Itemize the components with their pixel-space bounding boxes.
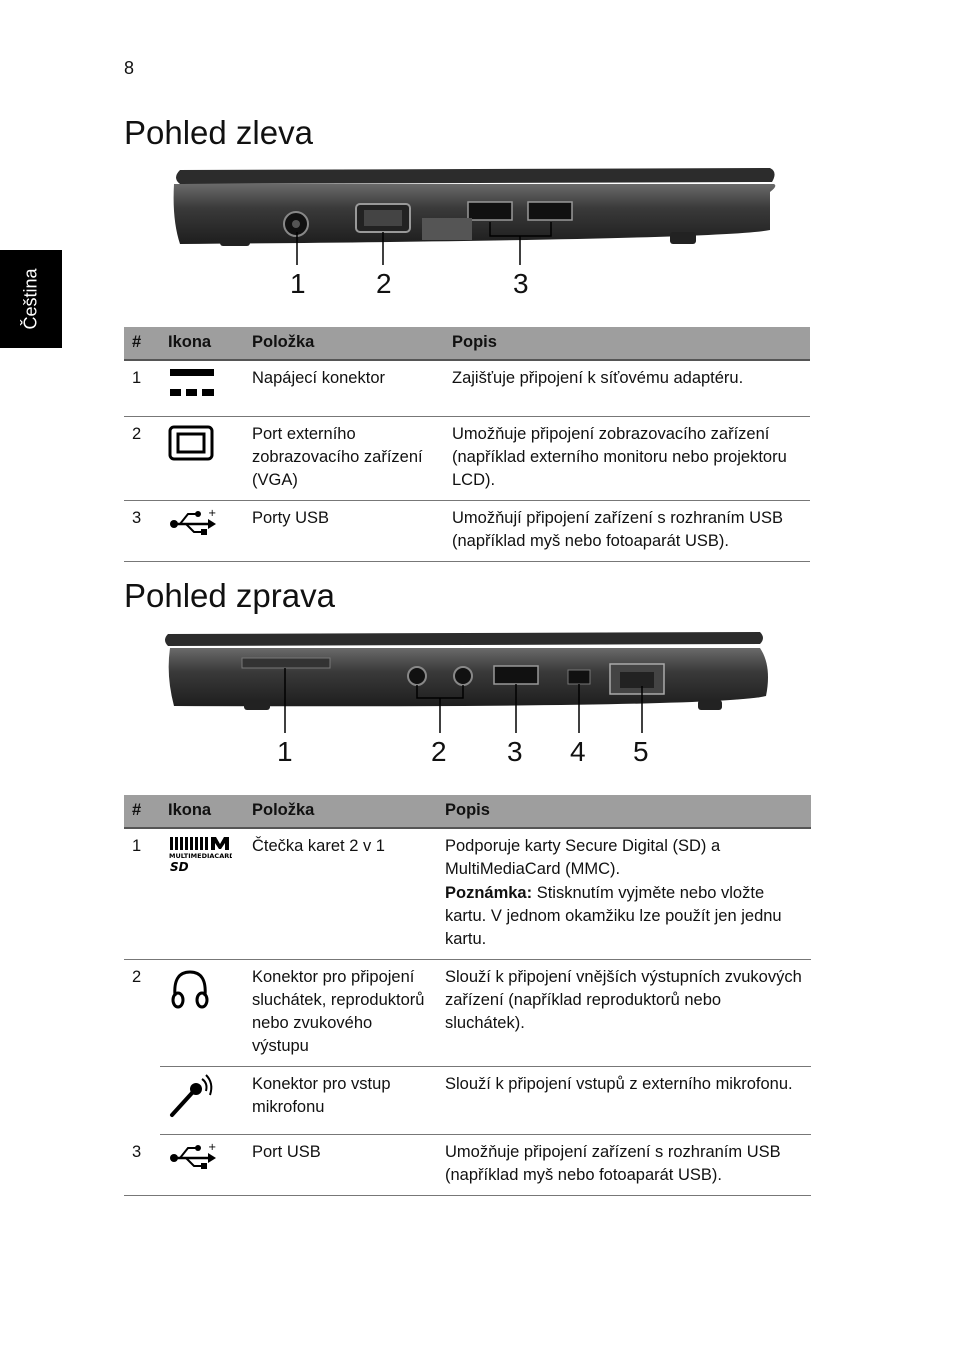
row-num	[124, 1067, 160, 1135]
svg-text:+: +	[208, 1142, 217, 1153]
row-item: Konektor pro připojení sluchátek, reproduktorů nebo zvukového výstupu	[244, 960, 437, 1067]
header-item: Položka	[244, 327, 444, 360]
row-desc: Umožňuje připojení zařízení s rozhraním USB (například myš nebo fotoaparát USB).	[437, 1135, 811, 1196]
header-item: Položka	[244, 795, 437, 828]
svg-text:+: +	[208, 508, 217, 519]
row-num: 2	[132, 968, 142, 986]
right-view-title: Pohled zprava	[124, 577, 335, 614]
row-note	[445, 882, 805, 951]
left-view-title: Pohled zleva	[124, 114, 313, 151]
headphones-icon	[168, 966, 216, 1014]
laptop-left-side-illustration	[160, 160, 790, 310]
row-desc: Umožňují připojení zařízení s rozhraním USB (například myš nebo fotoaparát USB).	[444, 501, 810, 562]
right-view-table	[124, 795, 811, 1196]
note-text: Stisknutím vyjměte nebo vložte kartu. V jednom okamžiku lze použít jen jednu kartu.	[445, 884, 782, 948]
row-desc: Umožňuje připojení zobrazovacího zařízení (například externího monitoru nebo projektoru LCD).	[444, 417, 810, 501]
language-tab-label: Čeština	[20, 268, 41, 330]
row-item: Porty USB	[244, 501, 444, 562]
laptop-right-side-illustration	[160, 626, 780, 776]
row-item: Čtečka karet 2 v 1	[244, 828, 437, 960]
row-num: 1	[124, 828, 160, 960]
row-item: Port USB	[244, 1135, 437, 1196]
note-label: Poznámka:	[445, 884, 533, 902]
row-item: Port externího zobrazovacího zařízení (VGA)	[244, 417, 444, 501]
callout-3: 3	[507, 736, 523, 767]
header-icon: Ikona	[160, 327, 244, 360]
callout-5: 5	[633, 736, 649, 767]
vga-port-icon	[168, 423, 216, 463]
table-row	[124, 960, 811, 1067]
header-desc: Popis	[444, 327, 810, 360]
row-num: 3	[124, 501, 160, 562]
power-connector-icon	[168, 367, 216, 401]
language-tab	[0, 250, 62, 348]
callout-3: 3	[513, 268, 529, 299]
table-row	[124, 417, 810, 501]
callout-2: 2	[376, 268, 392, 299]
row-desc: Zajišťuje připojení k síťovému adaptéru.	[444, 360, 810, 417]
left-view-table	[124, 327, 810, 562]
row-num: 2	[124, 417, 160, 501]
table-row	[124, 1135, 811, 1196]
callout-2: 2	[431, 736, 447, 767]
table-header-row	[124, 795, 811, 828]
table-row	[124, 1067, 811, 1135]
sd-logo-text: SD	[170, 860, 189, 874]
microphone-icon	[168, 1073, 216, 1119]
card-reader-icon	[168, 835, 232, 875]
table-row	[124, 360, 810, 417]
header-num: #	[124, 795, 160, 828]
usb-icon	[168, 507, 218, 537]
row-num: 1	[124, 360, 160, 417]
row-desc: Slouží k připojení vstupů z externího mikrofonu.	[437, 1067, 811, 1135]
row-num: 3	[124, 1135, 160, 1196]
row-item: Napájecí konektor	[244, 360, 444, 417]
mmc-logo-text: MULTIMEDIACARD	[169, 852, 232, 860]
row-item: Konektor pro vstup mikrofonu	[244, 1067, 437, 1135]
page-number: 8	[124, 58, 135, 78]
header-num: #	[124, 327, 160, 360]
row-desc: Podporuje karty Secure Digital (SD) a MultiMediaCard (MMC).	[445, 837, 721, 878]
callout-1: 1	[277, 736, 293, 767]
table-header-row	[124, 327, 810, 360]
callout-4: 4	[570, 736, 586, 767]
header-icon: Ikona	[160, 795, 244, 828]
header-desc: Popis	[437, 795, 811, 828]
callout-1: 1	[290, 268, 306, 299]
table-row	[124, 501, 810, 562]
table-row	[124, 828, 811, 960]
row-desc: Slouží k připojení vnějších výstupních zvukových zařízení (například reproduktorů nebo sluchátek).	[437, 960, 811, 1067]
usb-icon	[168, 1141, 218, 1171]
